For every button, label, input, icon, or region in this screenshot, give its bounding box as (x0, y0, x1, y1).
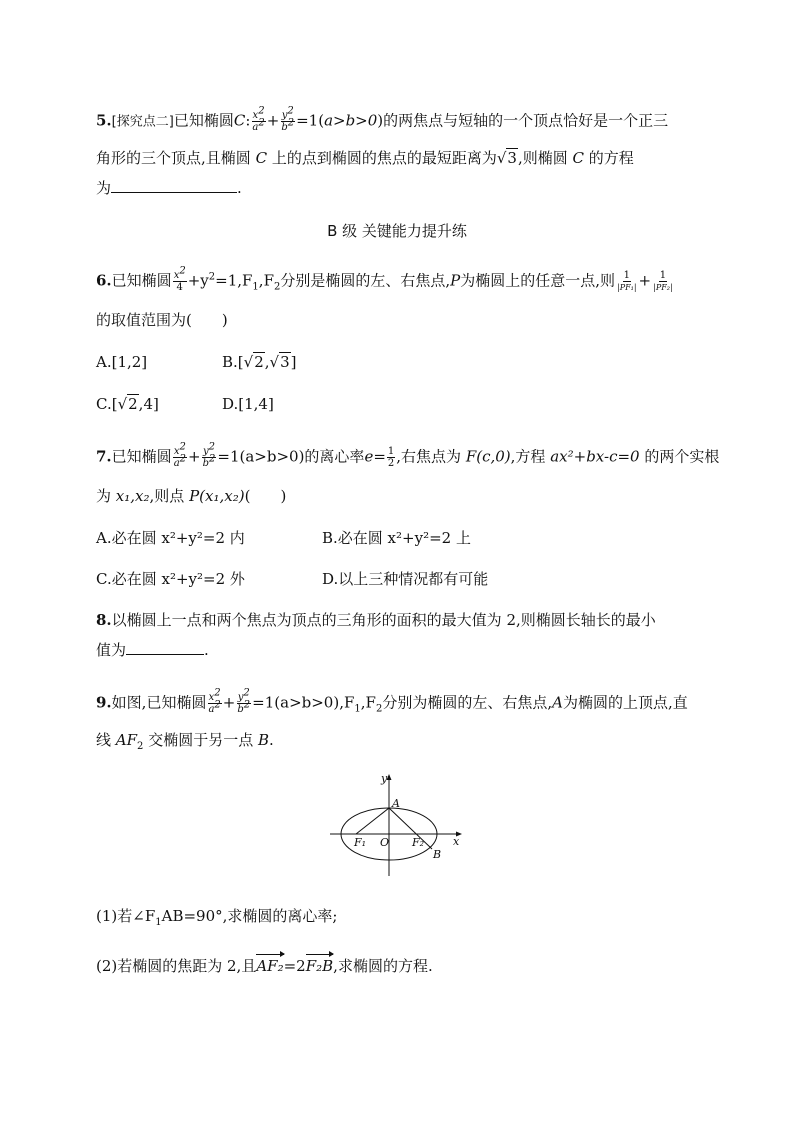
q7-frac-x: $\frac{x^2}{a^2}$ (173, 441, 187, 469)
q9-frac-x: $\frac{x^2}{a^2}$ (208, 687, 221, 715)
label-b: B (433, 848, 442, 861)
line-f1-a (356, 808, 389, 834)
q7-line-1: 7.已知椭圆 $\frac{x^2}{a^2}$ + $\frac{y^2}{b^2}$ =1(a>b>0)的离心率e= $\frac{1}{2}$ ,右焦点为 F(c,0),方程 ax²+bx-c=0 的两个实根 (96, 441, 720, 469)
q5-c: C (233, 111, 246, 130)
label-a: A (392, 797, 400, 810)
q9-frac-y: $\frac{y^2}{b^2}$ (237, 687, 251, 715)
q7-option-a[interactable]: A.必在圆 x²+y²=2 内 (96, 529, 245, 547)
q5-tag: [探究点二] (111, 114, 174, 130)
q6-frac-x: $\frac{x^2}{4}$ (173, 265, 186, 293)
label-o: O (380, 836, 390, 849)
q6-line-1: 6.已知椭圆 $\frac{x^2}{4}$ $+y^2=1,F_1,F_2$分别是椭圆的左、右焦点,P为椭圆上的任意一点,则 $\frac{1}{\text{|PF₁|}}$ + $\frac{1}{\text{|PF₂|}}$ (96, 265, 673, 293)
q6-option-d[interactable]: D.[1,4] (222, 395, 274, 413)
q5-frac-y: $\frac{y^2}{b^2}$ (281, 105, 295, 133)
q9-line-1: 9.如图,已知椭圆 $\frac{x^2}{a^2}$ + $\frac{y^2}{b^2}$ $=1(a>b>0),F_1,F_2$分别为椭圆的左、右焦点,A为椭圆的上顶点,直 (96, 687, 688, 715)
q5-line-1: 5.[探究点二]已知椭圆C: $\frac{x^2}{a^2}$ + $\frac{y^2}{b^2}$ =1(a>b>0)的两焦点与短轴的一个顶点恰好是一个正三 (96, 105, 669, 133)
label-y: y (381, 772, 388, 785)
line-a-b (389, 808, 432, 849)
vector-f2b: F₂B (305, 957, 334, 975)
q6-option-c[interactable]: C.[√2,4] (96, 395, 159, 413)
q7-frac-half: $\frac{1}{2}$ (387, 446, 395, 469)
q8-answer-blank[interactable] (126, 640, 204, 655)
q5-answer-blank[interactable] (111, 178, 237, 193)
vector-af2: AF₂ (256, 957, 284, 975)
q9-sub-2: (2)若椭圆的焦距为 2,且AF₂=2F₂B,求椭圆的方程. (96, 957, 433, 975)
q7-option-c[interactable]: C.必在圆 x²+y²=2 外 (96, 570, 245, 588)
q7-line-2: 为 x₁,x₂,则点 P(x₁,x₂)( ) (96, 487, 287, 505)
label-x: x (453, 835, 460, 848)
q5-line-3: 为 . (96, 179, 242, 197)
q5-sqrt: √3 (496, 149, 517, 167)
q8-line-1: 8.以椭圆上一点和两个焦点为顶点的三角形的面积的最大值为 2,则椭圆长轴长的最小 (96, 611, 656, 629)
label-f2: F₂ (412, 836, 425, 849)
section-heading: B 级 关键能力提升练 (327, 222, 467, 240)
q8-line-2: 值为 . (96, 641, 209, 659)
q7-option-d[interactable]: D.以上三种情况都有可能 (322, 570, 489, 588)
ellipse-figure (326, 770, 466, 880)
q6-frac-pf2: $\frac{1}{\text{|PF₂|}}$ (653, 270, 673, 292)
q9-line-2: 线 $AF_2$ 交椭圆于另一点 B. (96, 731, 274, 752)
label-f1: F₁ (354, 836, 367, 849)
q5-text: 已知椭圆 (173, 111, 234, 130)
q6-option-a[interactable]: A.[1,2] (96, 353, 148, 371)
q7-option-b[interactable]: B.必在圆 x²+y²=2 上 (322, 529, 471, 547)
q6-option-b[interactable]: B.[√2,√3] (222, 353, 297, 371)
q5-line-2: 角形的三个顶点,且椭圆 C 上的点到椭圆的焦点的最短距离为√3,则椭圆 C 的方程 (96, 149, 634, 167)
q6-line-2: 的取值范围为( ) (96, 311, 228, 329)
y-axis-arrow (387, 774, 392, 780)
q5-number: 5. (96, 111, 112, 130)
q9-sub-1: (1)若$\angle F_1AB=90^\circ$,求椭圆的离心率; (96, 907, 338, 928)
q6-frac-pf1: $\frac{1}{\text{|PF₁|}}$ (617, 270, 637, 292)
q5-frac-x: $\frac{x^2}{a^2}$ (252, 105, 265, 133)
q7-frac-y: $\frac{y^2}{b^2}$ (202, 441, 216, 469)
